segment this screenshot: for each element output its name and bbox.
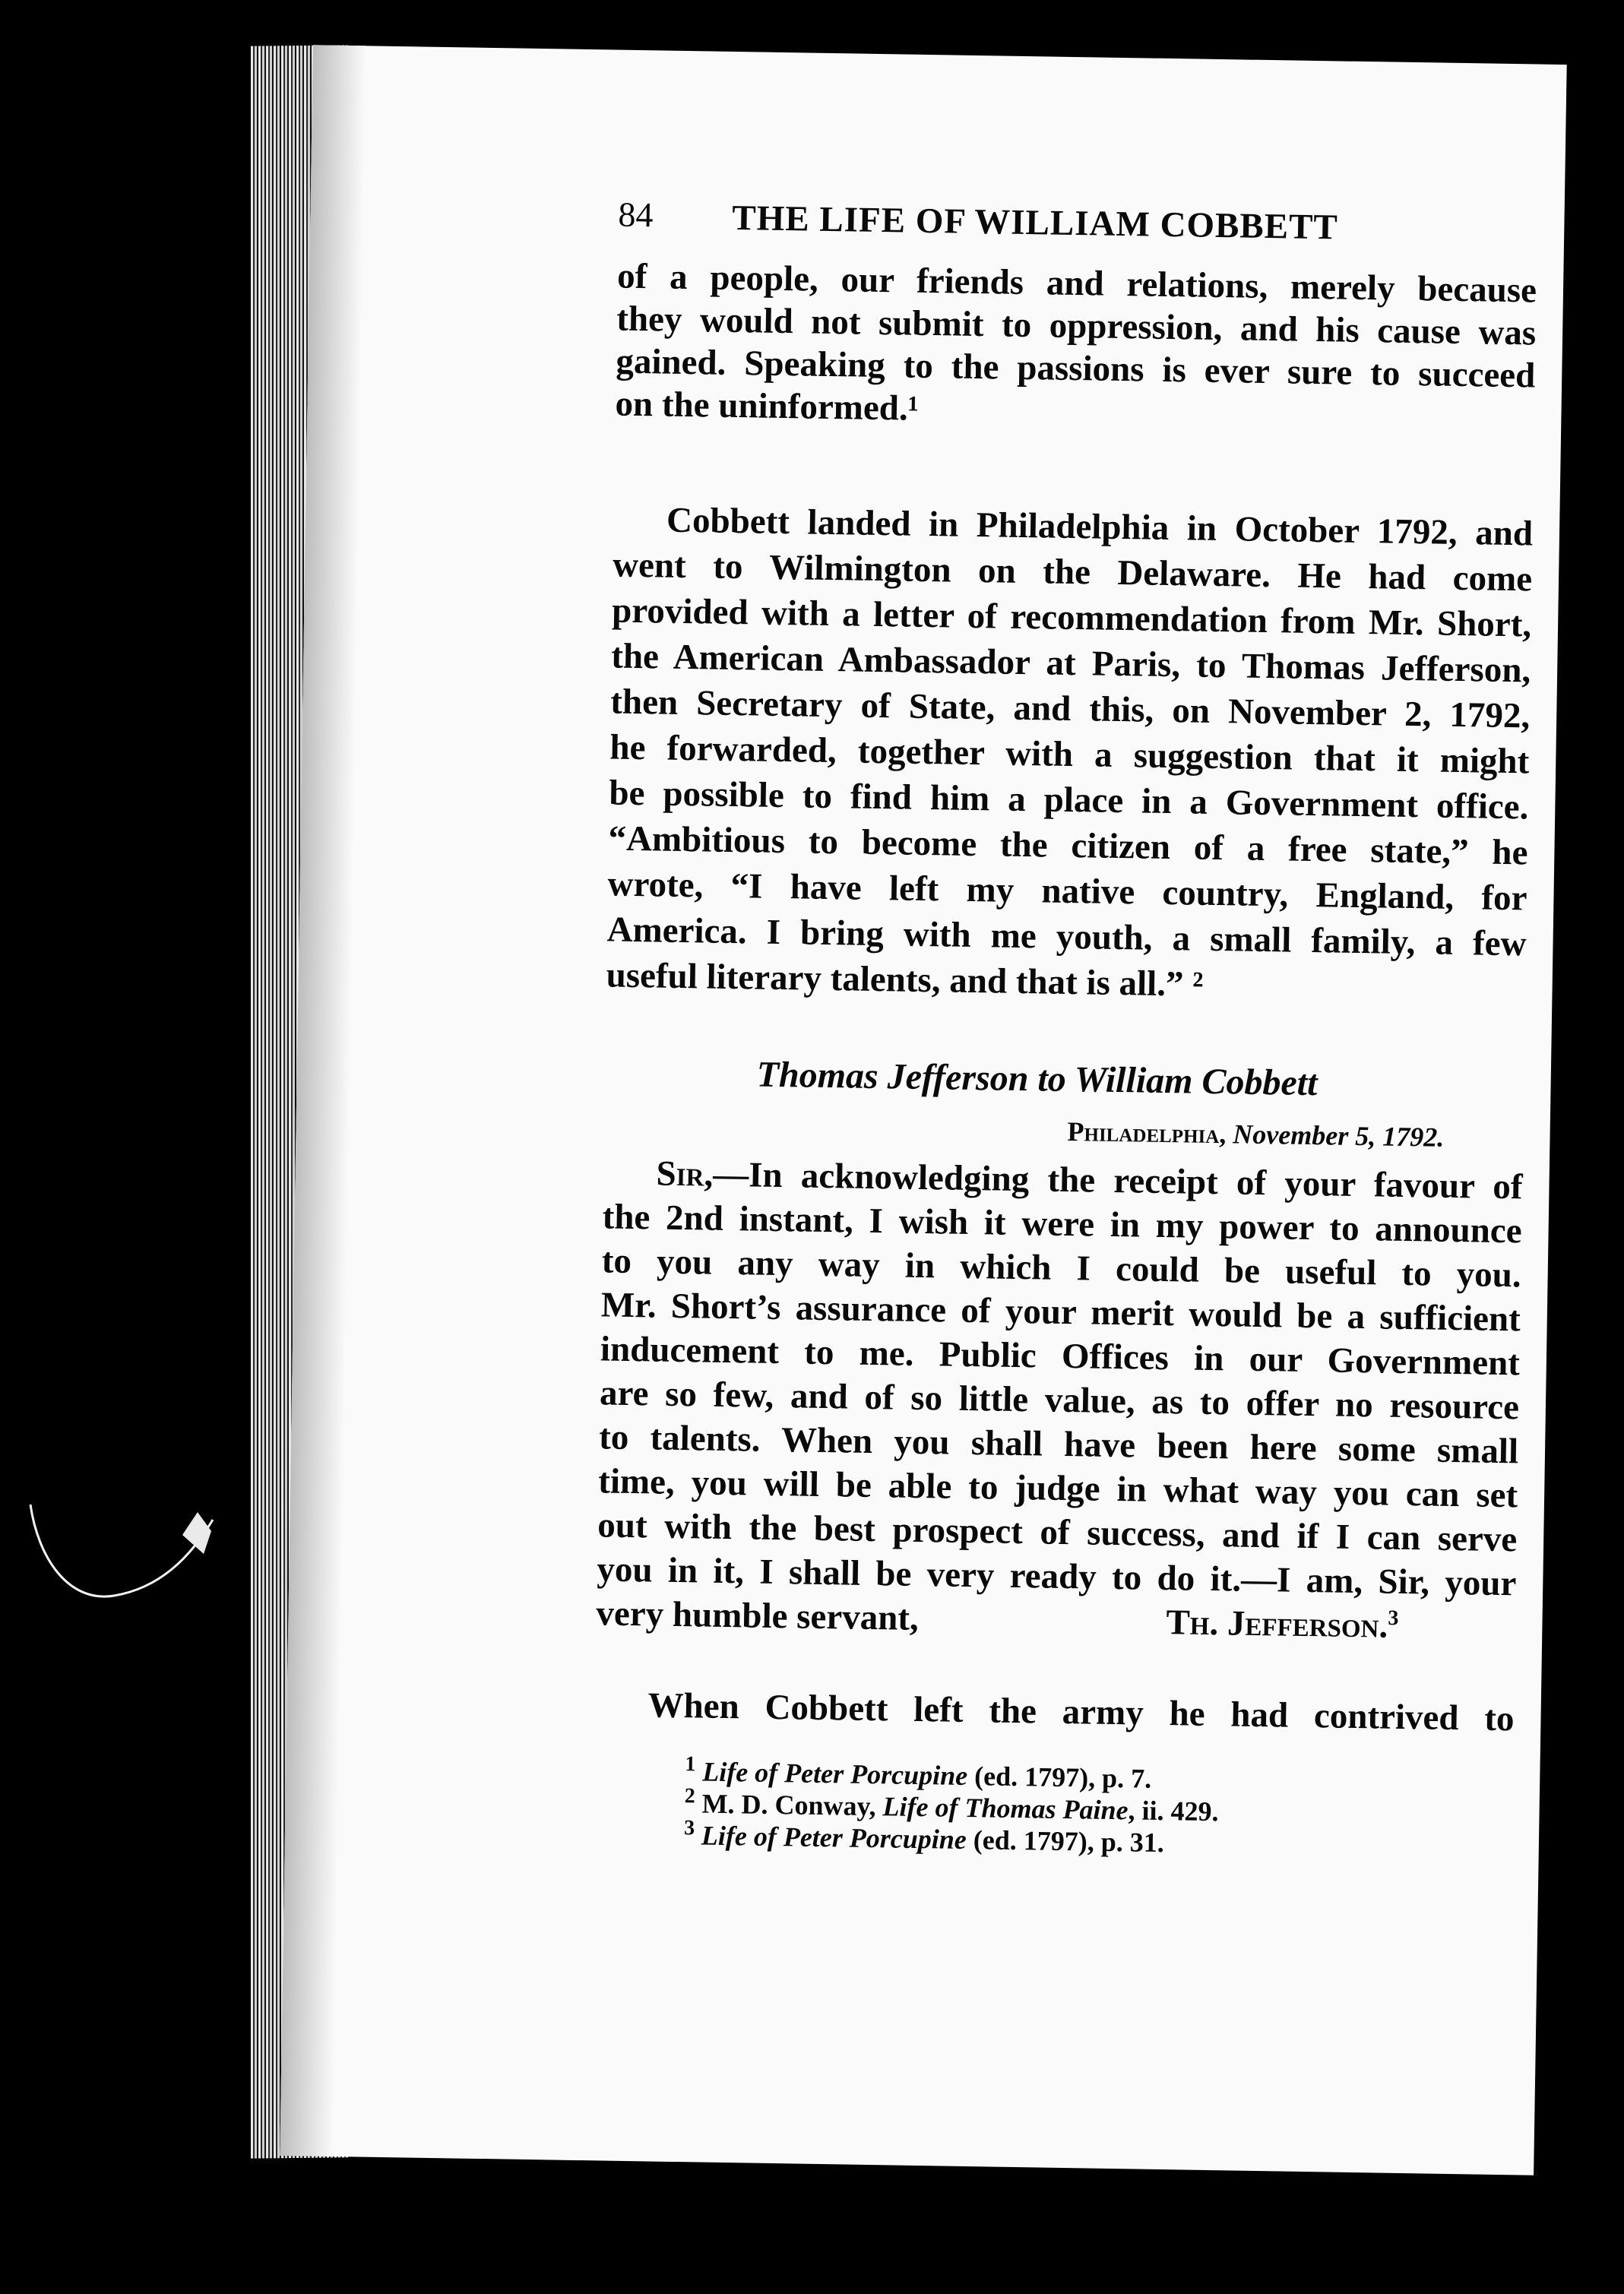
footnote-mark: 2 (684, 1784, 696, 1808)
letter-dateline (1067, 1115, 1444, 1153)
text-line: gained. Speaking to the passions is ever sure to succeed (616, 341, 1536, 396)
letter-line: out with the best prospect of success, and if I can serve (597, 1505, 1518, 1560)
text-line: “Ambitious to become the citizen of a free state,” he (608, 818, 1528, 873)
text-line: America. I bring with me youth, a small family, a few (606, 910, 1527, 964)
loose-thread (23, 1489, 236, 1626)
body-text (591, 254, 1537, 1940)
text-line: on the uninformed.¹ (615, 384, 920, 429)
running-title: THE LIFE OF WILLIAM COBBETT (732, 198, 1339, 248)
signature-name: Th. Jefferson. (1166, 1603, 1388, 1646)
footnote-mark: 3 (683, 1816, 695, 1840)
text-line: useful literary talents, and that is all.” ² (606, 955, 1204, 1005)
footnote-text: (ed. 1797), p. 31. (966, 1824, 1165, 1859)
text-line: be possible to find him a place in a Government office. (609, 773, 1529, 827)
text-line: the American Ambassador at Paris, to Thomas Jefferson, (610, 636, 1531, 691)
letter-line: the 2nd instant, I wish it were in my power to announce (602, 1197, 1523, 1251)
signature-note: 3 (1388, 1606, 1399, 1631)
text-line: wrote, “I have left my native country, England, for (607, 864, 1527, 919)
letter-line: to you any way in which I could be useful to you. (601, 1241, 1522, 1296)
letter-first-line-text: —In acknowledging the receipt of your favour of (712, 1154, 1523, 1207)
dateline-date: November 5, 1792. (1233, 1119, 1445, 1153)
letter-line: time, you will be able to judge in what way you can set (597, 1461, 1518, 1516)
book-page (280, 45, 1566, 2175)
letter-heading: Thomas Jefferson to William Cobbett (756, 1054, 1318, 1104)
letter-line: to talents. When you shall have been here some small (598, 1417, 1519, 1472)
letter-line: you in it, I shall be very ready to do it.—I am, Sir, your (597, 1549, 1517, 1604)
text-line: they would not submit to oppression, and his cause was (616, 299, 1537, 353)
footnote-text: M. D. Conway, (701, 1788, 883, 1822)
text-line: went to Wilmington on the Delaware. He had come (612, 545, 1533, 600)
page-number: 84 (618, 195, 654, 235)
text-line: provided with a letter of recommendation from Mr. Short, (611, 590, 1532, 645)
footnote-text: (ed. 1797), p. 7. (967, 1761, 1152, 1794)
text-line: then Secretary of State, and this, on November 2, 1792, (609, 682, 1531, 736)
text-line: of a people, our friends and relations, merely because (616, 256, 1537, 311)
footnote-title: Life of Thomas Paine (882, 1791, 1129, 1826)
footnote (683, 1816, 1165, 1859)
letter-line: Mr. Short’s assurance of your merit would be a sufficient (600, 1285, 1521, 1340)
letter-signature (1166, 1599, 1399, 1649)
text-line: he forwarded, together with a suggestion that it might (609, 727, 1530, 782)
footnote-title: Life of Peter Porcupine (701, 1756, 968, 1792)
dateline-place: Philadelphia, (1067, 1115, 1227, 1150)
text-line: Cobbett landed in Philadelphia in October 1792, and (666, 500, 1534, 554)
letter-closing: very humble servant, (596, 1593, 920, 1638)
letter-line: are so few, and of so little value, as to offer no resource (599, 1373, 1520, 1428)
salutation: Sir, (656, 1153, 714, 1194)
text-line: When Cobbett left the army he had contrived to (647, 1685, 1515, 1739)
footnote-title: Life of Peter Porcupine (701, 1820, 967, 1856)
footnote-text: , ii. 429. (1128, 1795, 1219, 1827)
footnote-mark: 1 (685, 1752, 696, 1777)
letter-line: inducement to me. Public Offices in our Government (600, 1329, 1521, 1384)
